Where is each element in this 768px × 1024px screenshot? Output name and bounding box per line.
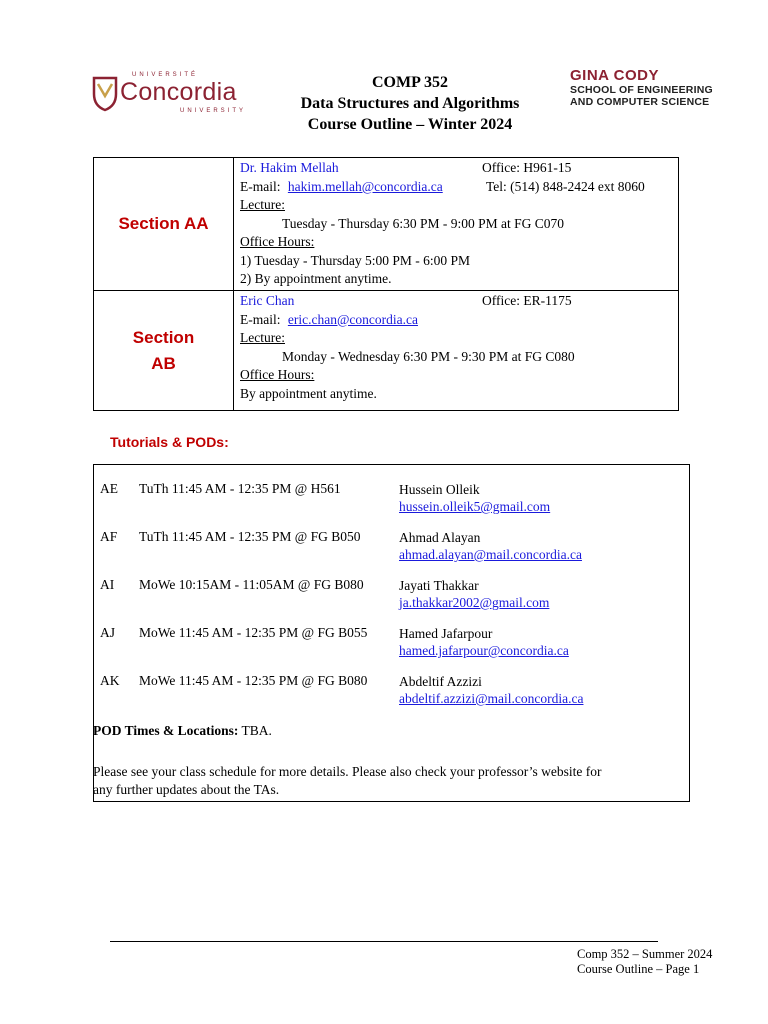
logo-top-text: UNIVERSITÉ (132, 72, 199, 78)
lecture-label: Lecture: (240, 330, 285, 345)
tutorial-time: MoWe 11:45 AM - 12:35 PM @ FG B055 (139, 625, 368, 640)
tutorial-row (94, 529, 689, 569)
office-location: Office: ER-1175 (482, 293, 572, 308)
ta-email-link[interactable]: ja.thakkar2002@gmail.com (399, 595, 550, 610)
outline-term: Course Outline – Winter 2024 (307, 116, 513, 133)
tutorial-row (94, 673, 689, 713)
footer-page: Course Outline – Page 1 (577, 962, 700, 976)
sections-table (93, 157, 679, 411)
office-hours-label: Office Hours: (240, 367, 315, 382)
document-title (280, 72, 540, 135)
office-location: Office: H961-15 (482, 160, 572, 175)
ta-email-link[interactable]: hamed.jafarpour@concordia.ca (399, 643, 569, 658)
pod-times (93, 723, 272, 739)
tutorial-code: AI (100, 577, 115, 592)
tutorial-ta (399, 673, 583, 707)
ta-name: Jayati Thakkar (399, 578, 479, 593)
logo-bottom-text: UNIVERSITY (180, 108, 247, 114)
footer-course: Comp 352 – Summer 2024 (577, 947, 713, 961)
section-label-text: AB (151, 353, 176, 373)
section-details (234, 291, 678, 410)
section-row-aa (94, 158, 678, 291)
pod-label: POD Times & Locations: (93, 723, 239, 738)
section-label (94, 158, 234, 290)
office-hours-item: 2) By appointment anytime. (240, 271, 392, 286)
telephone: Tel: (514) 848-2424 ext 8060 (486, 178, 645, 194)
gina-cody-logo (570, 68, 713, 108)
section-row-ab (94, 291, 678, 410)
tutorial-row (94, 625, 689, 665)
instructor-email-link[interactable]: eric.chan@concordia.ca (287, 311, 418, 327)
gina-cody-brand: GINA CODY (570, 67, 659, 84)
tutorial-time: MoWe 11:45 AM - 12:35 PM @ FG B080 (139, 673, 368, 688)
tutorial-ta (399, 481, 550, 515)
instructor-email-link[interactable]: hakim.mellah@concordia.ca (287, 178, 443, 194)
tutorial-code: AK (100, 673, 120, 688)
section-label-text: Section AA (118, 214, 209, 233)
gina-cody-sub1: SCHOOL OF ENGINEERING (570, 84, 713, 96)
tutorial-code: AJ (100, 625, 116, 640)
tutorial-ta (399, 529, 582, 563)
ta-name: Hussein Olleik (399, 482, 480, 497)
ta-name: Ahmad Alayan (399, 530, 481, 545)
tutorial-time: TuTh 11:45 AM - 12:35 PM @ H561 (139, 481, 341, 496)
tutorial-ta (399, 625, 569, 659)
ta-email-link[interactable]: abdeltif.azzizi@mail.concordia.ca (399, 691, 584, 706)
course-code: COMP 352 (372, 74, 448, 91)
section-label-text: Section (132, 327, 195, 347)
tutorial-row (94, 577, 689, 617)
instructor-name: Dr. Hakim Mellah (240, 160, 339, 175)
lecture-time: Monday - Wednesday 6:30 PM - 9:30 PM at FG C080 (282, 348, 575, 364)
gina-cody-sub2: AND COMPUTER SCIENCE (570, 96, 710, 108)
office-hours-item: By appointment anytime. (240, 385, 377, 401)
tutorials-box (93, 464, 690, 802)
ta-email-link[interactable]: ahmad.alayan@mail.concordia.ca (399, 547, 582, 562)
ta-email-link[interactable]: hussein.olleik5@gmail.com (399, 499, 551, 514)
tutorial-ta (399, 577, 549, 611)
pod-value: TBA. (238, 723, 272, 738)
tutorials-heading: Tutorials & PODs: (110, 434, 229, 450)
email-label: E-mail: (240, 178, 281, 194)
instructor-name: Eric Chan (240, 293, 295, 308)
tutorial-code: AF (100, 529, 118, 544)
email-label: E-mail: (240, 311, 281, 327)
note-line: Please see your class schedule for more details. Please also check your professor’s website for (93, 764, 602, 779)
ta-name: Hamed Jafarpour (399, 626, 493, 641)
note-line: any further updates about the TAs. (93, 782, 280, 797)
lecture-label: Lecture: (240, 197, 285, 212)
section-details (234, 158, 678, 290)
page-footer (577, 947, 712, 977)
course-name: Data Structures and Algorithms (300, 95, 520, 112)
tutorial-time: TuTh 11:45 AM - 12:35 PM @ FG B050 (139, 529, 361, 544)
schedule-note (93, 763, 653, 799)
office-hours-item: 1) Tuesday - Thursday 5:00 PM - 6:00 PM (240, 252, 471, 268)
tutorial-row (94, 481, 689, 521)
footer-divider (110, 941, 658, 942)
concordia-crest-icon (92, 76, 118, 112)
logo-wordmark: Concordia (120, 78, 237, 106)
lecture-time: Tuesday - Thursday 6:30 PM - 9:00 PM at FG C070 (282, 215, 565, 231)
tutorial-time: MoWe 10:15AM - 11:05AM @ FG B080 (139, 577, 364, 592)
ta-name: Abdeltif Azzizi (399, 674, 482, 689)
section-label (94, 291, 234, 410)
tutorial-code: AE (100, 481, 118, 496)
concordia-logo (92, 72, 252, 122)
office-hours-label: Office Hours: (240, 234, 315, 249)
